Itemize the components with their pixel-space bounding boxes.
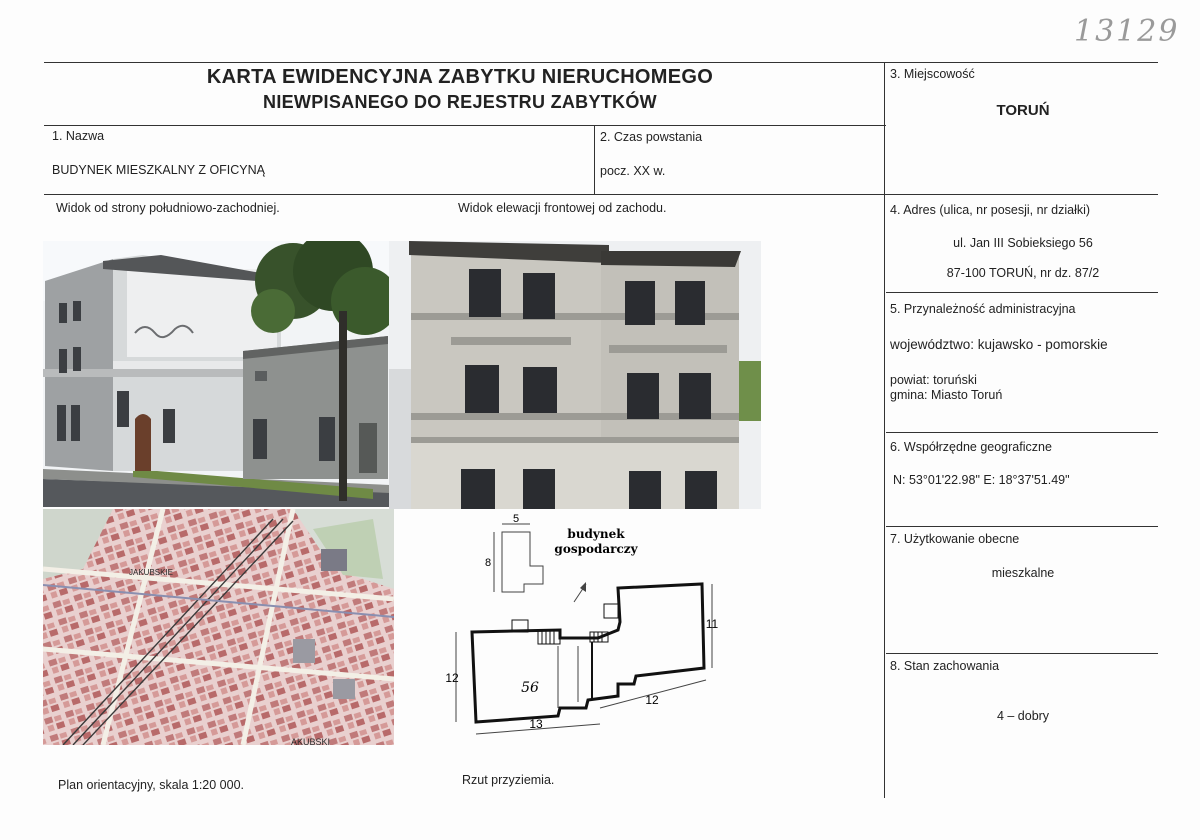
- address-bottom-line: [886, 292, 1158, 293]
- admin-commune: gmina: Miasto Toruń: [890, 388, 1003, 402]
- dim-8: 8: [484, 557, 492, 569]
- floor-plan: [440, 512, 740, 742]
- outbuilding-label-2: gospodarczy: [554, 542, 638, 556]
- place-label: 3. Miejscowość: [890, 67, 975, 81]
- title-bottom-line: [44, 125, 886, 126]
- use-value: mieszkalne: [991, 566, 1055, 580]
- address-postal: 87-100 TORUŃ, nr dz. 87/2: [946, 266, 1100, 280]
- archive-number: 13129: [1074, 14, 1180, 49]
- coords-bottom-line: [886, 526, 1158, 527]
- photo-front-elevation: [389, 241, 761, 509]
- time-value: pocz. XX w.: [600, 164, 666, 178]
- outbuilding-label-1: budynek: [567, 527, 625, 541]
- map-caption: Plan orientacyjny, skala 1:20 000.: [58, 778, 244, 792]
- dim-5: 5: [512, 513, 520, 525]
- card-subtitle: NIEWPISANEGO DO REJESTRU ZABYTKÓW: [263, 92, 657, 112]
- photo-southwest-view: [43, 241, 390, 507]
- admin-label: 5. Przynależność administracyjna: [890, 302, 1076, 316]
- coords-value: N: 53°01'22.98" E: 18°37'51.49": [893, 473, 1070, 487]
- admin-county: powiat: toruński: [890, 373, 977, 387]
- name-row-bottom-line: [44, 194, 1158, 195]
- photo1-caption: Widok od strony południowo-zachodniej.: [56, 201, 280, 215]
- dim-13: 13: [529, 717, 543, 731]
- name-value: BUDYNEK MIESZKALNY Z OFICYNĄ: [52, 163, 266, 177]
- card-title: KARTA EWIDENCYJNA ZABYTKU NIERUCHOMEGO: [206, 66, 714, 88]
- name-label: 1. Nazwa: [52, 129, 105, 143]
- dim-12-bottom: 12: [645, 693, 659, 707]
- admin-voivodeship: województwo: kujawsko - pomorskie: [890, 337, 1108, 352]
- photo2-caption: Widok elewacji frontowej od zachodu.: [458, 201, 667, 215]
- coords-label: 6. Współrzędne geograficzne: [890, 440, 1052, 454]
- right-column-divider: [884, 62, 885, 798]
- house-number: 56: [521, 680, 539, 696]
- top-border: [44, 62, 1158, 63]
- name-time-divider: [594, 125, 595, 194]
- admin-bottom-line: [886, 432, 1158, 433]
- condition-label: 8. Stan zachowania: [890, 659, 1000, 673]
- use-bottom-line: [886, 653, 1158, 654]
- map-label-jakubskie: JAKUBSKIE: [129, 568, 174, 577]
- plan-caption: Rzut przyziemia.: [462, 773, 555, 787]
- dim-12-left: 12: [445, 671, 459, 685]
- time-label: 2. Czas powstania: [600, 130, 703, 144]
- address-label: 4. Adres (ulica, nr posesji, nr działki): [890, 203, 1091, 217]
- place-value: TORUŃ: [996, 102, 1050, 119]
- map-label-akubski: AKUBSKI: [291, 737, 331, 745]
- condition-value: 4 – dobry: [996, 709, 1050, 723]
- use-label: 7. Użytkowanie obecne: [890, 532, 1020, 546]
- address-street: ul. Jan III Sobieksiego 56: [953, 236, 1093, 250]
- dim-11: 11: [705, 617, 719, 631]
- orientation-map: [43, 509, 394, 745]
